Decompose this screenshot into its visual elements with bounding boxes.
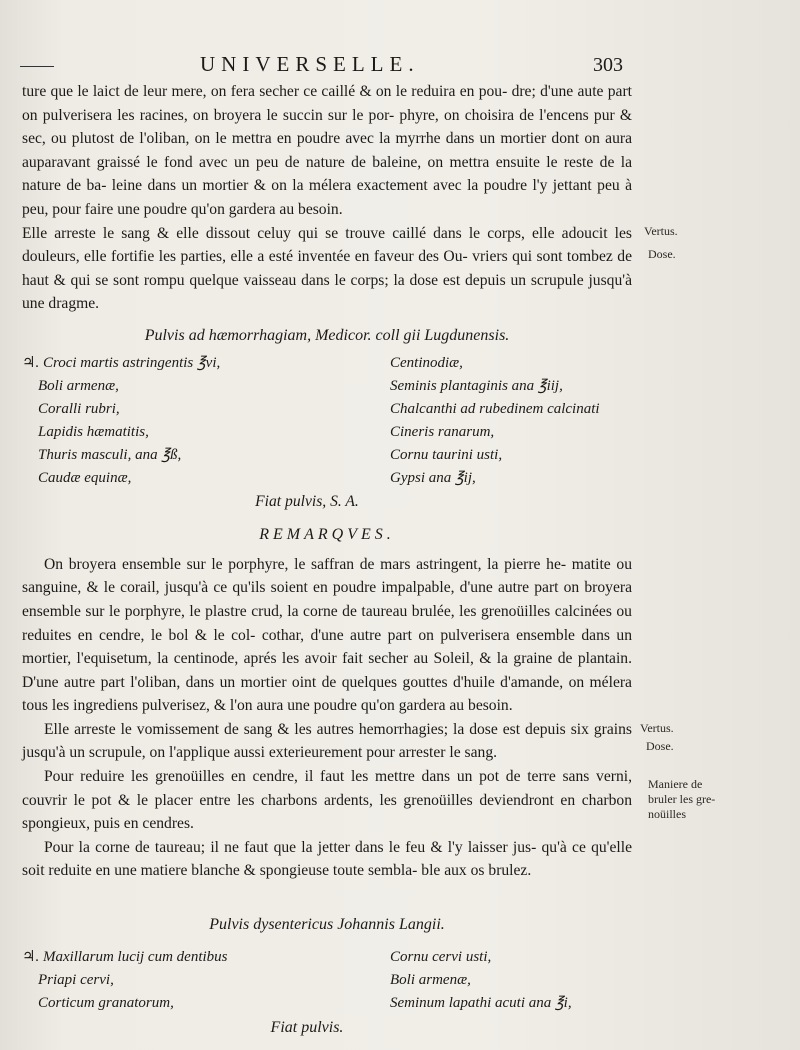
recipe-title-haemorrhagiam: Pulvis ad hæmorrhagiam, Medicor. coll gii Lugdunensis. xyxy=(144,326,510,344)
ingredient: Lapidis hæmatitis, xyxy=(38,423,149,440)
ingredient: ♃. Maxillarum lucij cum dentibus xyxy=(22,949,228,965)
ingredient: Boli armenæ, xyxy=(38,377,119,394)
ingredient-list-left xyxy=(22,352,390,490)
ingredient: Priapi cervi, xyxy=(38,972,114,988)
paragraph-virtues: Elle arreste le sang & elle dissout celuy qui se trouve caillé dans le corps, elle adoucit les douleurs, elle fortifie les parties, elle a esté inventée en faveur des Ou- vriers qui sont tombez de haut & qui se sont rompu quelque vaisseau dans le corps; la dose est depuis un scrupule jusqu'à une dragme. xyxy=(22,224,633,313)
recipe-fiat-2: Fiat pulvis. xyxy=(270,1019,344,1036)
ingredient: Cornu taurini usti, xyxy=(390,446,503,463)
running-header xyxy=(0,52,800,82)
ingredient: Centinodiæ, xyxy=(390,354,463,371)
paragraph-frogs: Pour reduire les grenoüilles en cendre, il faut les mettre dans un pot de terre sans verni, couvrir le pot & le placer entre les charbons ardents, les grenoüilles deviendront en charbon spongieux, puis en cendres. xyxy=(22,768,632,833)
main-text xyxy=(22,80,632,883)
ingredient: Coralli rubri, xyxy=(38,400,120,417)
ingredient: Cornu cervi usti, xyxy=(390,949,492,965)
ingredient-list-right xyxy=(390,946,632,1015)
ingredient: Corticum granatorum, xyxy=(38,995,174,1011)
ingredient-list-right xyxy=(390,352,632,490)
ingredient: Caudæ equinæ, xyxy=(38,469,132,486)
margin-note-dose: Dose. xyxy=(648,247,676,261)
recipe-ingredients-2 xyxy=(22,946,632,1015)
ingredient-list-left xyxy=(22,946,390,1015)
margin-note-vertus-2: Vertus. xyxy=(640,721,674,735)
paragraph-virtues-2: Elle arreste le vomissement de sang & les autres hemorrhagies; la dose est depuis six grains jusqu'à un scrupule, on l'applique aussi exterieurement pour arrester le sang. xyxy=(22,720,632,762)
paragraph-method: On broyera ensemble sur le porphyre, le saffran de mars astringent, la pierre he- matite ou sanguine, & le corail, jusqu'à ce qu'ils soient en poudre impalpable, d'une autre part on broyera ensemble sur le porphyre, le plastre crud, la corne de taureau brulée, les grenoüilles calcinées ou reduites en cendre, le bol & le col- cothar, d'une autre part on pulverisera ensemble dans un mortier, l'equisetum, la centinode, aprés les avoir fait secher au Soleil, & la graine de plantain. D'une autre part l'oliban, dans un mortier oint de quelques gouttes d'huile d'amande, on mélera tous les ingrediens pulverisez, & l'on aura une poudre qu'on gardera au besoin. xyxy=(22,555,633,715)
recipe-title-dysentericus: Pulvis dysentericus Johannis Langii. xyxy=(209,916,445,933)
page-number: 303 xyxy=(593,54,623,76)
remarques-heading: REMARQVES. xyxy=(259,526,395,544)
ingredient: Boli armenæ, xyxy=(390,972,471,988)
ingredient: Seminum lapathi acuti ana ℥i, xyxy=(390,995,572,1011)
recipe-ingredients-1 xyxy=(22,352,632,490)
recipe-fiat-1: Fiat pulvis, S. A. xyxy=(255,492,359,510)
ingredient: Chalcanthi ad rubedinem calcinati xyxy=(390,400,600,417)
ingredient: ♃. Croci martis astringentis ℥vi, xyxy=(22,354,221,371)
ingredient: Seminis plantaginis ana ℥iij, xyxy=(390,377,563,394)
paragraph-preparation: ture que le laict de leur mere, on fera secher ce caillé & on le reduira en pou- dre; d'une aute part on pulverisera les racines, on broyera le succin sur le por- phyre, on choisira de l'encens pur & sec, ou plutost de l'oliban, on le mettra en poudre avec la myrrhe dans un mortier dont on aura auparavant graissé le fond avec un peu de nature de baleine, on mettra ensuite le reste de la nature de ba- leine dans un mortier & on la mélera exactement avec la poudre l'y jettant peu à peu, pour faire une poudre qu'on gardera au besoin. xyxy=(22,83,632,218)
recipe-block-2 xyxy=(22,908,632,1037)
margin-note-vertus: Vertus. xyxy=(644,224,678,238)
header-rule xyxy=(20,66,54,67)
ingredient: Thuris masculi, ana ℥ß, xyxy=(38,446,182,463)
margin-note-dose-2: Dose. xyxy=(646,739,674,753)
running-title: UNIVERSELLE. xyxy=(200,52,420,76)
ingredient: Cineris ranarum, xyxy=(390,423,495,440)
paragraph-horn: Pour la corne de taureau; il ne faut que la jetter dans le feu & l'y laisser jus- qu'à ce qu'elle soit reduite en une matiere blanche & spongieuse toute sembla- ble aux os brulez. xyxy=(22,838,632,880)
ingredient: Gypsi ana ℥ij, xyxy=(390,469,476,486)
margin-note-maniere: Maniere de bruler les gre- noüilles xyxy=(648,777,716,821)
